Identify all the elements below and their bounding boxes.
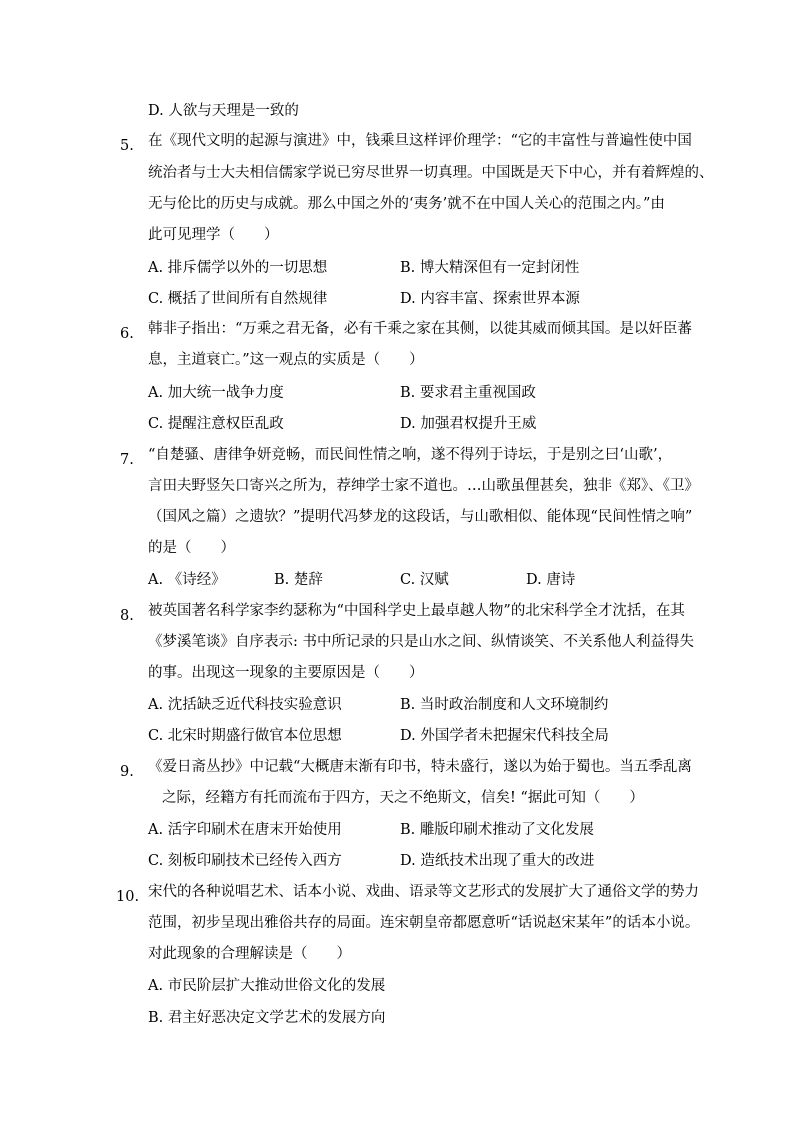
question-stem-line: 被英国著名科学家李约瑟称为“中国科学史上最卓越人物”的北宋科学全才沈括，在其 bbox=[148, 603, 685, 619]
option-a: A. 市民阶层扩大推动世俗文化的发展 bbox=[148, 978, 386, 994]
option-a: A. 活字印刷术在唐末开始使用 bbox=[148, 822, 342, 838]
option-d: D. 内容丰富、探索世界本源 bbox=[400, 291, 580, 307]
question-stem-line: 统治者与士大夫相信儒家学说已穷尽世界一切真理。中国既是天下中心，并有着辉煌的、 bbox=[148, 165, 714, 181]
question-stem-line: 对此现象的合理解读是（ ） bbox=[148, 946, 351, 962]
question-number: 7. bbox=[120, 452, 134, 468]
question-stem-line: 的事。出现这一现象的主要原因是（ ） bbox=[148, 665, 424, 681]
option-d: D. 造纸技术出现了重大的改进 bbox=[400, 853, 595, 869]
option-a: A. 《诗经》 bbox=[148, 572, 226, 588]
question-number: 8. bbox=[120, 608, 134, 624]
question-stem-line: 之际，经籍方有托而流布于四方，天之不绝斯文，信矣! “据此可知（ ） bbox=[162, 790, 644, 806]
question-stem-line: 《梦溪笔谈》自序表示: 书中所记录的只是山水之间、纵情谈笑、不关系他人利益得失 bbox=[148, 634, 694, 650]
question-stem-line: （国风之篇）之遗欤？”提明代冯梦龙的这段话，与山歌相似、能体现“民间性情之响” bbox=[148, 509, 693, 525]
option-d-prev: D. 人欲与天理是一致的 bbox=[148, 103, 299, 119]
question-stem-line: 范围，初步呈现出雅俗共存的局面。连宋朝皇帝都愿意听“话说赵宋某年”的话本小说。 bbox=[148, 915, 700, 931]
option-c: C. 汉赋 bbox=[400, 572, 449, 588]
question-number: 5. bbox=[120, 138, 134, 154]
question-number: 10. bbox=[116, 889, 140, 905]
option-d: D. 唐诗 bbox=[526, 572, 576, 588]
option-a: A. 排斥儒学以外的一切思想 bbox=[148, 260, 328, 276]
option-b: B. 楚辞 bbox=[274, 572, 323, 588]
option-b: B. 博大精深但有一定封闭性 bbox=[400, 260, 580, 276]
option-b: B. 当时政治制度和人文环境制约 bbox=[400, 697, 609, 713]
question-stem-line: 宋代的各种说唱艺术、话本小说、戏曲、语录等文艺形式的发展扩大了通俗文学的势力 bbox=[148, 884, 699, 900]
question-stem-line: 此可见理学（ ） bbox=[148, 227, 279, 243]
question-number: 6. bbox=[120, 326, 134, 342]
option-d: D. 外国学者未把握宋代科技全局 bbox=[400, 728, 609, 744]
question-stem-line: 在《现代文明的起源与演进》中，钱乘旦这样评价理学：“它的丰富性与普遍性使中国 bbox=[148, 133, 692, 149]
option-a: A. 加大统一战争力度 bbox=[148, 385, 284, 401]
option-c: C. 概括了世间所有自然规律 bbox=[148, 291, 328, 307]
option-b: B. 君主好恶决定文学艺术的发展方向 bbox=[148, 1010, 386, 1026]
question-stem-line: “自楚骚、唐律争妍竞畅，而民间性情之响，遂不得列于诗坛，于是别之曰‘山歌’， bbox=[148, 447, 673, 463]
question-stem-line: 《爱日斋丛抄》中记载“大概唐末渐有印书，特未盛行，遂以为始于蜀也。当五季乱离 bbox=[148, 759, 692, 775]
option-c: C. 提醒注意权臣乱政 bbox=[148, 416, 284, 432]
question-stem-line: 的是（ ） bbox=[148, 540, 235, 556]
option-c: C. 北宋时期盛行做官本位思想 bbox=[148, 728, 342, 744]
question-stem-line: 言田夫野竖矢口寄兴之所为，荐绅学士家不道也。…山歌虽俚甚矣，独非《郑》、《卫》 bbox=[148, 478, 699, 494]
option-b: B. 要求君主重视国政 bbox=[400, 385, 536, 401]
question-stem-line: 韩非子指出：“万乘之君无备，必有千乘之家在其侧，以徙其威而倾其国。是以奸臣蕃 bbox=[148, 321, 692, 337]
question-stem-line: 无与伦比的历史与成就。那么中国之外的‘夷务’就不在中国人关心的范围之内。”由 bbox=[148, 196, 665, 212]
option-c: C. 刻板印刷技术已经传入西方 bbox=[148, 853, 342, 869]
option-d: D. 加强君权提升王威 bbox=[400, 416, 537, 432]
option-a: A. 沈括缺乏近代科技实验意识 bbox=[148, 697, 342, 713]
option-b: B. 雕版印刷术推动了文化发展 bbox=[400, 822, 594, 838]
question-number: 9. bbox=[120, 764, 134, 780]
question-stem-line: 息，主道衰亡。”这一观点的实质是（ ） bbox=[148, 352, 424, 368]
